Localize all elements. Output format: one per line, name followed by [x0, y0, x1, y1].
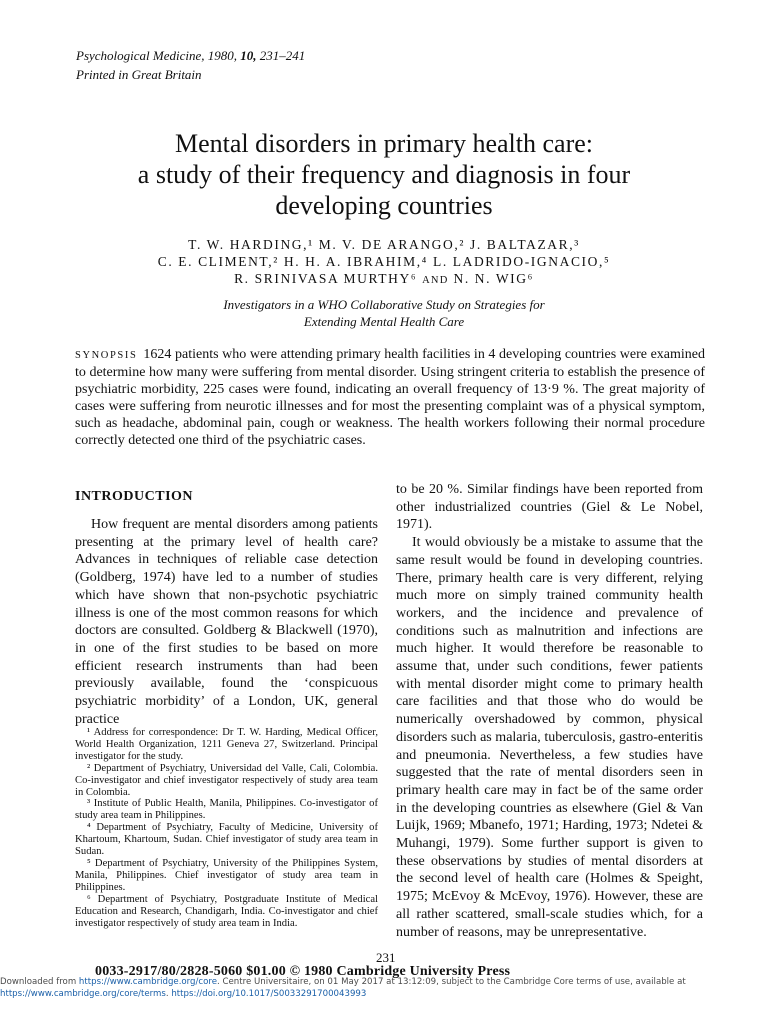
footnote-2: ² Department of Psychiatry, Universidad del Valle, Cali, Colombia. Co-investigator and chief investigator respectively of study area team in Colombia. [75, 762, 378, 798]
download-line-2 [0, 988, 768, 1000]
download-prefix: Downloaded from [0, 977, 79, 987]
journal-header [76, 46, 305, 84]
footnote-5: ⁵ Department of Psychiatry, University of the Philippines System, Manila, Philippines. Chief investigator of study area team in Philippines. [75, 857, 378, 893]
printed-in: Printed in Great Britain [76, 67, 202, 82]
cambridge-core-link[interactable]: https://www.cambridge.org/core [78, 977, 218, 987]
right-column [396, 481, 703, 941]
study-line-2: Extending Mental Health Care [303, 314, 465, 329]
doi-link[interactable]: https://doi.org/10.1017/S0033291700043993 [171, 989, 367, 999]
download-line-1 [0, 976, 768, 988]
copyright-line: 0033-2917/80/2828-5060 $01.00 © 1980 Cambridge University Press [95, 964, 511, 979]
synopsis [75, 346, 705, 449]
author-list [60, 236, 708, 289]
study-line-1: Investigators in a WHO Collaborative Study on Strategies for [223, 297, 545, 312]
page-number: 231 [376, 950, 396, 965]
footnotes [75, 727, 378, 929]
intro-paragraph-1-continued: to be 20 %. Similar findings have been reported from other industrialized countries (Giel & Le Nobel, 1971). [396, 482, 703, 533]
footnote-6: ⁶ Department of Psychiatry, Postgraduate Institute of Medical Education and Research, Chandigarh, India. Co-investigator and chief investigator respectively of study area team in India. [75, 893, 378, 929]
synopsis-label: SYNOPSIS [75, 350, 138, 361]
study-affiliation [80, 296, 688, 330]
title-line-3: developing countries [275, 191, 493, 220]
intro-paragraph-2: It would obviously be a mistake to assume that the same result would be found in developing countries. There, primary health care is very different, relying much more on simply trained community health workers, and the incidence and prevalence of conditions such as malnutrition and infections are much higher. It would therefore be reasonable to assume that, under such conditions, fewer patients with mental disorder might come to primary health care facilities and that those who do would be numerically overshadowed by common, physical disorders such as malaria, tuberculosis, gastro-enteritis and pneumonia. Nevertheless, a few studies have suggested that the rate of mental disorders seen in primary health care may in fact be of the same order in the developing countries as elsewhere (Giel & Van Luijk, 1969; Mbanefo, 1971; Harding, 1973; Ndetei & Muhangi, 1979). Some further support is given to these observations by studies of mental disorders at the second level of health care (Holmes & Speight, 1975; McEvoy & McEvoy, 1976). However, these are all rather scattered, small-scale studies which, for a number of reasons, may be unrepresentative. [396, 535, 703, 940]
section-heading-introduction: INTRODUCTION [75, 489, 194, 504]
download-separator: . [165, 989, 172, 999]
footnote-3: ³ Institute of Public Health, Manila, Philippines. Co-investigator of study area team in Philippines. [75, 798, 378, 822]
journal-name: Psychological Medicine [76, 48, 202, 63]
download-middle: . Centre Universitaire, on 01 May 2017 at 13:12:09, subject to the Cambridge Core terms of use, available at [217, 977, 686, 987]
journal-volume: 10, [240, 48, 257, 63]
journal-citation: Psychological Medicine, 1980, 10, 231–241 [76, 48, 306, 63]
synopsis-text: 1624 patients who were attending primary health facilities in 4 developing countries were examined to determine how many were suffering from mental disorder. Using stringent criteria to establish the presence of psychiatric morbidity, 225 cases were found, indicating an overall frequency of 13·9 %. The great majority of cases were suffering from neurotic illnesses and for most the presenting complaint was of a physical symptom, such as headache, abdominal pain, cough or weakness. The health workers following their normal procedure correctly detected one third of the psychiatric cases. [75, 347, 705, 448]
authors-line-3-b: N. N. WIG⁶ [453, 271, 534, 286]
journal-pages: 231–241 [259, 48, 306, 63]
authors-and: AND [422, 275, 449, 286]
title-line-1: Mental disorders in primary health care: [174, 129, 594, 158]
footnote-1: ¹ Address for correspondence: Dr T. W. Harding, Medical Officer, World Health Organization, 1211 Geneva 27, Switzerland. Principal investigator for the study. [75, 727, 378, 762]
download-notice [0, 976, 768, 1000]
article-title [60, 128, 708, 221]
title-line-2: a study of their frequency and diagnosis in four [137, 160, 631, 189]
left-column [75, 488, 378, 728]
authors-line-1: T. W. HARDING,¹ M. V. DE ARANGO,² J. BALTAZAR,³ [188, 237, 580, 252]
authors-line-3 [60, 270, 708, 289]
intro-paragraph-1: How frequent are mental disorders among patients presenting at the primary level of health care? Advances in techniques of reliable case detection (Goldberg, 1974) have led to a number of studies which have shown that non-psychotic psychiatric illness is one of the most common reasons for which doctors are consulted. Goldberg & Blackwell (1970), in one of the first studies to be based on more efficient research instruments than had been previously available, found the ‘conspicuous psychiatric morbidity’ of a London, UK, general practice [75, 517, 378, 727]
journal-year: 1980, [207, 48, 238, 63]
authors-line-3-a: R. SRINIVASA MURTHY⁶ [234, 271, 418, 286]
footnote-4: ⁴ Department of Psychiatry, Faculty of Medicine, University of Khartoum, Khartoum, Sudan. Chief investigator of study area team in Sudan. [75, 822, 378, 858]
terms-link[interactable]: https://www.cambridge.org/core/terms [0, 989, 166, 999]
authors-line-2: C. E. CLIMENT,² H. H. A. IBRAHIM,⁴ L. LADRIDO-IGNACIO,⁵ [157, 254, 611, 269]
